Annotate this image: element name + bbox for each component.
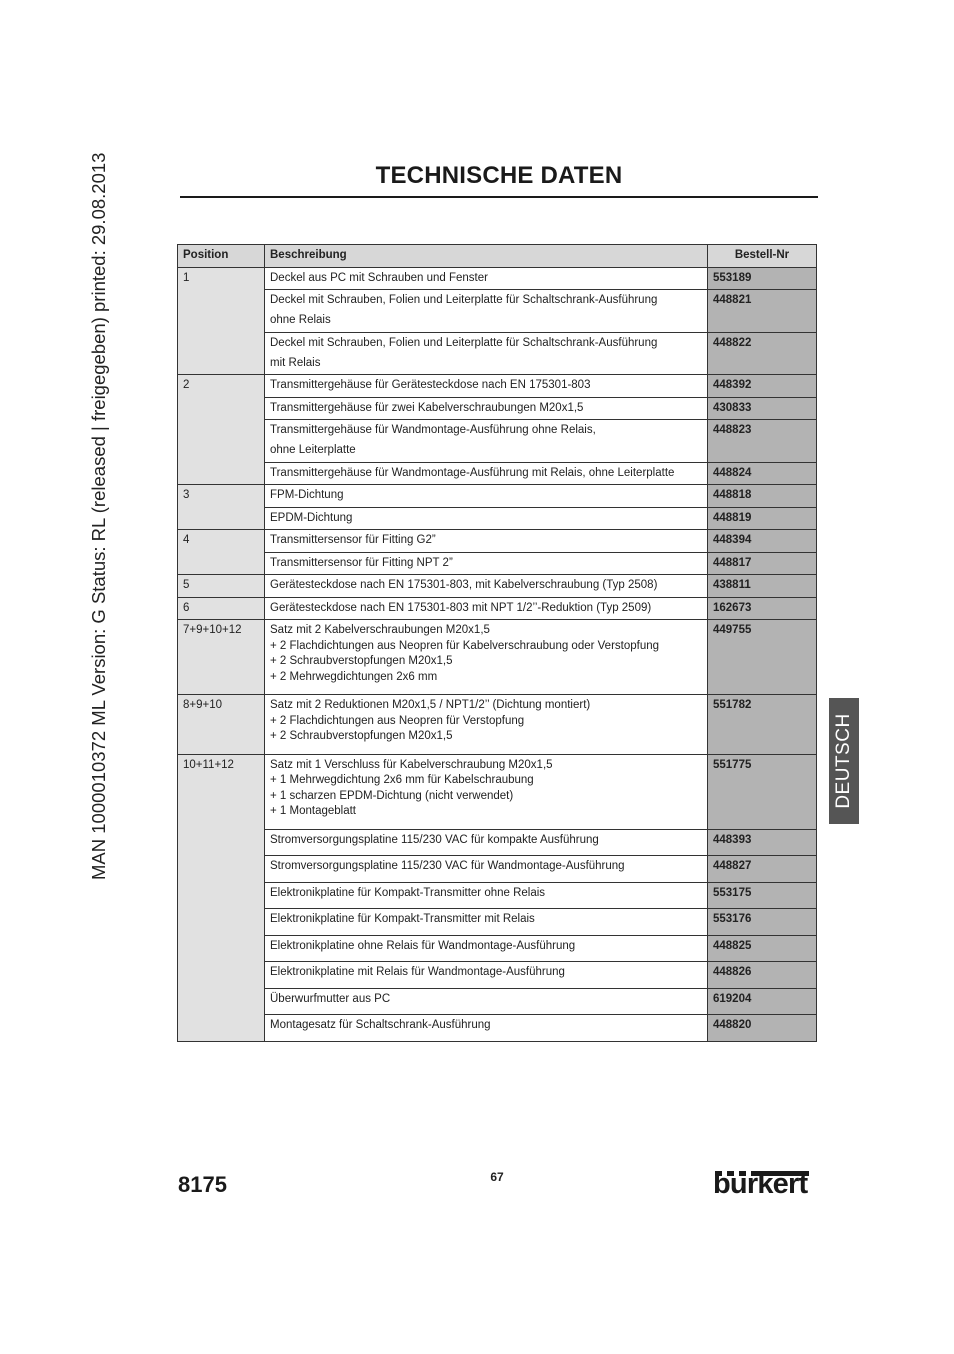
cell-order-number: 553176 <box>708 909 817 936</box>
cell-description <box>265 290 708 333</box>
description-line: Überwurfmutter aus PC <box>270 992 391 1005</box>
description-line: Transmittergehäuse für zwei Kabelverschraubungen M20x1,5 <box>270 401 584 414</box>
table-row <box>178 530 817 553</box>
cell-description <box>265 856 708 883</box>
cell-position: 10+11+12 <box>178 754 265 1041</box>
cell-description <box>265 420 708 463</box>
document-meta-vertical: MAN 1000010372 ML Version: G Status: RL (released | freigegeben) printed: 29.08.2013 <box>88 152 109 880</box>
description-line: Transmittergehäuse für Gerätesteckdose nach EN 175301-803 <box>270 379 591 391</box>
cell-description <box>265 597 708 620</box>
cell-order-number: 448820 <box>708 1015 817 1042</box>
cell-position: 2 <box>178 375 265 485</box>
cell-order-number: 551775 <box>708 754 817 829</box>
table-row <box>178 575 817 598</box>
cell-order-number: 448826 <box>708 962 817 989</box>
description-line: Satz mit 1 Verschluss für Kabelverschraubung M20x1,5 <box>270 758 553 771</box>
table-row <box>178 485 817 508</box>
cell-order-number: 448818 <box>708 485 817 508</box>
parts-table-body <box>178 267 817 1041</box>
cell-order-number: 448819 <box>708 507 817 530</box>
description-line: FPM-Dichtung <box>270 489 344 501</box>
cell-order-number: 162673 <box>708 597 817 620</box>
description-line: EPDM-Dichtung <box>270 511 353 524</box>
cell-position: 5 <box>178 575 265 598</box>
cell-description <box>265 575 708 598</box>
table-row <box>178 620 817 695</box>
cell-position: 4 <box>178 530 265 575</box>
cell-order-number: 430833 <box>708 397 817 420</box>
description-line: Gerätesteckdose nach EN 175301-803 mit NPT 1/2’’-Reduktion (Typ 2509) <box>270 601 652 614</box>
description-line: Transmittersensor für Fitting NPT 2” <box>270 556 453 569</box>
table-row <box>178 462 817 485</box>
table-row <box>178 962 817 989</box>
table-row <box>178 507 817 530</box>
description-line: + 2 Flachdichtungen aus Neopren für Verstopfung <box>270 714 525 727</box>
description-line: Elektronikplatine ohne Relais für Wandmontage-Ausführung <box>270 939 576 952</box>
cell-description <box>265 462 708 485</box>
description-line: Stromversorgungsplatine 115/230 VAC für Wandmontage-Ausführung <box>270 860 625 872</box>
cell-description <box>265 935 708 962</box>
description-line: Elektronikplatine für Kompakt-Transmitter ohne Relais <box>270 886 546 899</box>
cell-position: 3 <box>178 485 265 530</box>
description-line: + 2 Mehrwegdichtungen 2x6 mm <box>270 670 438 683</box>
cell-order-number: 448825 <box>708 935 817 962</box>
cell-description <box>265 909 708 936</box>
table-row <box>178 909 817 936</box>
cell-position: 1 <box>178 267 265 375</box>
cell-position: 8+9+10 <box>178 695 265 755</box>
cell-order-number: 448822 <box>708 332 817 375</box>
description-line: + 1 scharzen EPDM-Dichtung (nicht verwendet) <box>270 789 514 802</box>
description-line: Elektronikplatine mit Relais für Wandmontage-Ausführung <box>270 966 565 978</box>
description-line: Deckel mit Schrauben, Folien und Leiterplatte für Schaltschrank-Ausführung <box>270 336 658 349</box>
description-line: Montagesatz für Schaltschrank-Ausführung <box>270 1019 491 1031</box>
description-line: + 2 Schraubverstopfungen M20x1,5 <box>270 655 453 667</box>
header-description: Beschreibung <box>265 245 708 268</box>
cell-order-number: 448823 <box>708 420 817 463</box>
cell-description <box>265 485 708 508</box>
language-tab-label: DEUTSCH <box>833 713 854 809</box>
cell-description <box>265 397 708 420</box>
cell-order-number: 448821 <box>708 290 817 333</box>
parts-table <box>177 244 817 1042</box>
cell-order-number: 448817 <box>708 552 817 575</box>
description-line: + 2 Schraubverstopfungen M20x1,5 <box>270 730 453 742</box>
table-row <box>178 397 817 420</box>
cell-order-number: 448394 <box>708 530 817 553</box>
description-line: + 1 Montageblatt <box>270 805 356 817</box>
table-row <box>178 290 817 333</box>
cell-order-number: 619204 <box>708 988 817 1015</box>
header-position: Position <box>178 245 265 268</box>
cell-description <box>265 1015 708 1042</box>
cell-order-number: 448827 <box>708 856 817 883</box>
cell-description <box>265 754 708 829</box>
description-line: + 1 Mehrwegdichtung 2x6 mm für Kabelschraubung <box>270 774 534 786</box>
cell-description <box>265 695 708 755</box>
cell-position: 7+9+10+12 <box>178 620 265 695</box>
table-row <box>178 935 817 962</box>
description-line: Deckel mit Schrauben, Folien und Leiterplatte für Schaltschrank-Ausführung <box>270 294 658 306</box>
description-line: mit Relais <box>270 356 321 369</box>
cell-order-number: 551782 <box>708 695 817 755</box>
table-row <box>178 754 817 829</box>
cell-order-number: 448392 <box>708 375 817 398</box>
table-row <box>178 332 817 375</box>
description-line: Transmittergehäuse für Wandmontage-Ausführung ohne Relais, <box>270 424 596 436</box>
cell-description <box>265 552 708 575</box>
description-line: Satz mit 2 Kabelverschraubungen M20x1,5 <box>270 624 490 636</box>
cell-order-number: 448393 <box>708 829 817 856</box>
table-row <box>178 829 817 856</box>
description-line: ohne Leiterplatte <box>270 444 356 456</box>
table-row <box>178 882 817 909</box>
table-row <box>178 420 817 463</box>
description-line: Satz mit 2 Reduktionen M20x1,5 / NPT1/2’’ (Dichtung montiert) <box>270 699 591 711</box>
cell-description <box>265 267 708 290</box>
table-row <box>178 695 817 755</box>
cell-order-number: 553189 <box>708 267 817 290</box>
header-order-number: Bestell-Nr <box>708 245 817 268</box>
description-line: Transmittersensor für Fitting G2” <box>270 534 436 546</box>
table-row <box>178 267 817 290</box>
cell-description <box>265 375 708 398</box>
cell-order-number: 449755 <box>708 620 817 695</box>
cell-order-number: 553175 <box>708 882 817 909</box>
cell-description <box>265 882 708 909</box>
cell-description <box>265 829 708 856</box>
page-number: 67 <box>490 1170 504 1184</box>
cell-description <box>265 507 708 530</box>
description-line: Deckel aus PC mit Schrauben und Fenster <box>270 271 488 284</box>
logo-wordmark: burkert <box>713 1168 808 1200</box>
table-header-row <box>178 245 817 268</box>
description-line: Transmittergehäuse für Wandmontage-Ausführung mit Relais, ohne Leiterplatte <box>270 466 675 479</box>
cell-description <box>265 530 708 553</box>
description-line: ohne Relais <box>270 314 331 326</box>
cell-description <box>265 962 708 989</box>
cell-description <box>265 620 708 695</box>
cell-order-number: 448824 <box>708 462 817 485</box>
burkert-logo <box>713 1163 823 1203</box>
description-line: + 2 Flachdichtungen aus Neopren für Kabelverschraubung oder Verstopfung <box>270 639 660 652</box>
table-row <box>178 856 817 883</box>
page-title: TECHNISCHE DATEN <box>375 162 623 189</box>
cell-description <box>265 988 708 1015</box>
language-tab <box>829 698 859 824</box>
description-line: Elektronikplatine für Kompakt-Transmitter mit Relais <box>270 913 535 925</box>
description-line: Stromversorgungsplatine 115/230 VAC für kompakte Ausführung <box>270 833 599 846</box>
cell-order-number: 438811 <box>708 575 817 598</box>
table-row <box>178 597 817 620</box>
cell-description <box>265 332 708 375</box>
table-row <box>178 1015 817 1042</box>
description-line: Gerätesteckdose nach EN 175301-803, mit Kabelverschraubung (Typ 2508) <box>270 579 658 591</box>
table-row <box>178 552 817 575</box>
table-row <box>178 375 817 398</box>
product-number: 8175 <box>178 1172 227 1197</box>
table-row <box>178 988 817 1015</box>
cell-position: 6 <box>178 597 265 620</box>
title-rule <box>180 196 818 198</box>
